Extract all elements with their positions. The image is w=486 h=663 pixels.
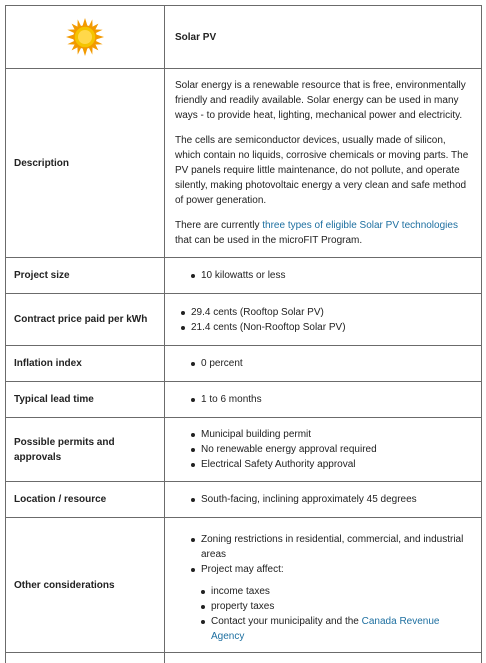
- label-other-considerations: Other considerations: [6, 518, 165, 653]
- row-other-considerations: [6, 518, 482, 653]
- row-location: [6, 482, 482, 518]
- list-item: South-facing, inclining approximately 45 degrees: [191, 492, 471, 507]
- list-item: 0 percent: [191, 356, 471, 371]
- list-item: Municipal building permit: [191, 427, 471, 442]
- list-item: No renewable energy approval required: [191, 442, 471, 457]
- value-other-considerations: [165, 518, 482, 653]
- value-project-size: [165, 258, 482, 294]
- canada-revenue-agency-link[interactable]: Canada Revenue Agency: [211, 616, 439, 642]
- row-inflation-index: [6, 346, 482, 382]
- table-bottom-row: [6, 653, 482, 663]
- row-lead-time: [6, 382, 482, 418]
- solar-pv-technologies-link[interactable]: three types of eligible Solar PV technologies: [262, 220, 458, 231]
- description-paragraph-3: There are currently three types of eligible Solar PV technologies that can be used in the microFIT Program.: [175, 218, 471, 248]
- label-project-size: Project size: [6, 258, 165, 294]
- label-contract-price: Contract price paid per kWh: [6, 294, 165, 346]
- row-permits: [6, 418, 482, 482]
- tail-cell-right: [165, 653, 482, 663]
- label-location: Location / resource: [6, 482, 165, 518]
- row-contract-price: [6, 294, 482, 346]
- label-description: Description: [6, 69, 165, 258]
- description-paragraph-1: Solar energy is a renewable resource that is free, environmentally friendly and readily available. Solar energy can be used in many ways - to provide heat, lighting, mechanical power and electricity.: [175, 78, 471, 123]
- label-lead-time: Typical lead time: [6, 382, 165, 418]
- description-paragraph-2: The cells are semiconductor devices, usually made of silicon, which contain no liquids, corrosive chemicals or moving parts. The PV panels require little maintenance, do not pollute, and operate silently, making photovoltaic energy a very clean and safe method of power generation.: [175, 133, 471, 208]
- value-location: [165, 482, 482, 518]
- icon-cell: [6, 6, 165, 69]
- value-inflation-index: [165, 346, 482, 382]
- list-item: 21.4 cents (Non-Rooftop Solar PV): [181, 320, 471, 335]
- solar-pv-info-table: [5, 5, 482, 663]
- value-description: [165, 69, 482, 258]
- label-inflation-index: Inflation index: [6, 346, 165, 382]
- sun-icon: [65, 17, 105, 57]
- list-item: 1 to 6 months: [191, 392, 471, 407]
- list-item: 10 kilowatts or less: [191, 268, 471, 283]
- sub-list-item: income taxes: [201, 584, 471, 599]
- tail-cell-left: [6, 653, 165, 663]
- row-description: [6, 69, 482, 258]
- list-item: Project may affect:: [191, 562, 471, 577]
- label-permits: Possible permits and approvals: [6, 418, 165, 482]
- list-item: 29.4 cents (Rooftop Solar PV): [181, 305, 471, 320]
- list-item: Zoning restrictions in residential, commercial, and industrial areas: [191, 532, 471, 562]
- header-row: [6, 6, 482, 69]
- list-item: Electrical Safety Authority approval: [191, 457, 471, 472]
- row-project-size: [6, 258, 482, 294]
- page-title: Solar PV: [165, 6, 482, 69]
- sub-list-item: property taxes: [201, 599, 471, 614]
- value-lead-time: [165, 382, 482, 418]
- sub-list-item: Contact your municipality and the Canada Revenue Agency: [201, 614, 471, 644]
- value-contract-price: [165, 294, 482, 346]
- value-permits: [165, 418, 482, 482]
